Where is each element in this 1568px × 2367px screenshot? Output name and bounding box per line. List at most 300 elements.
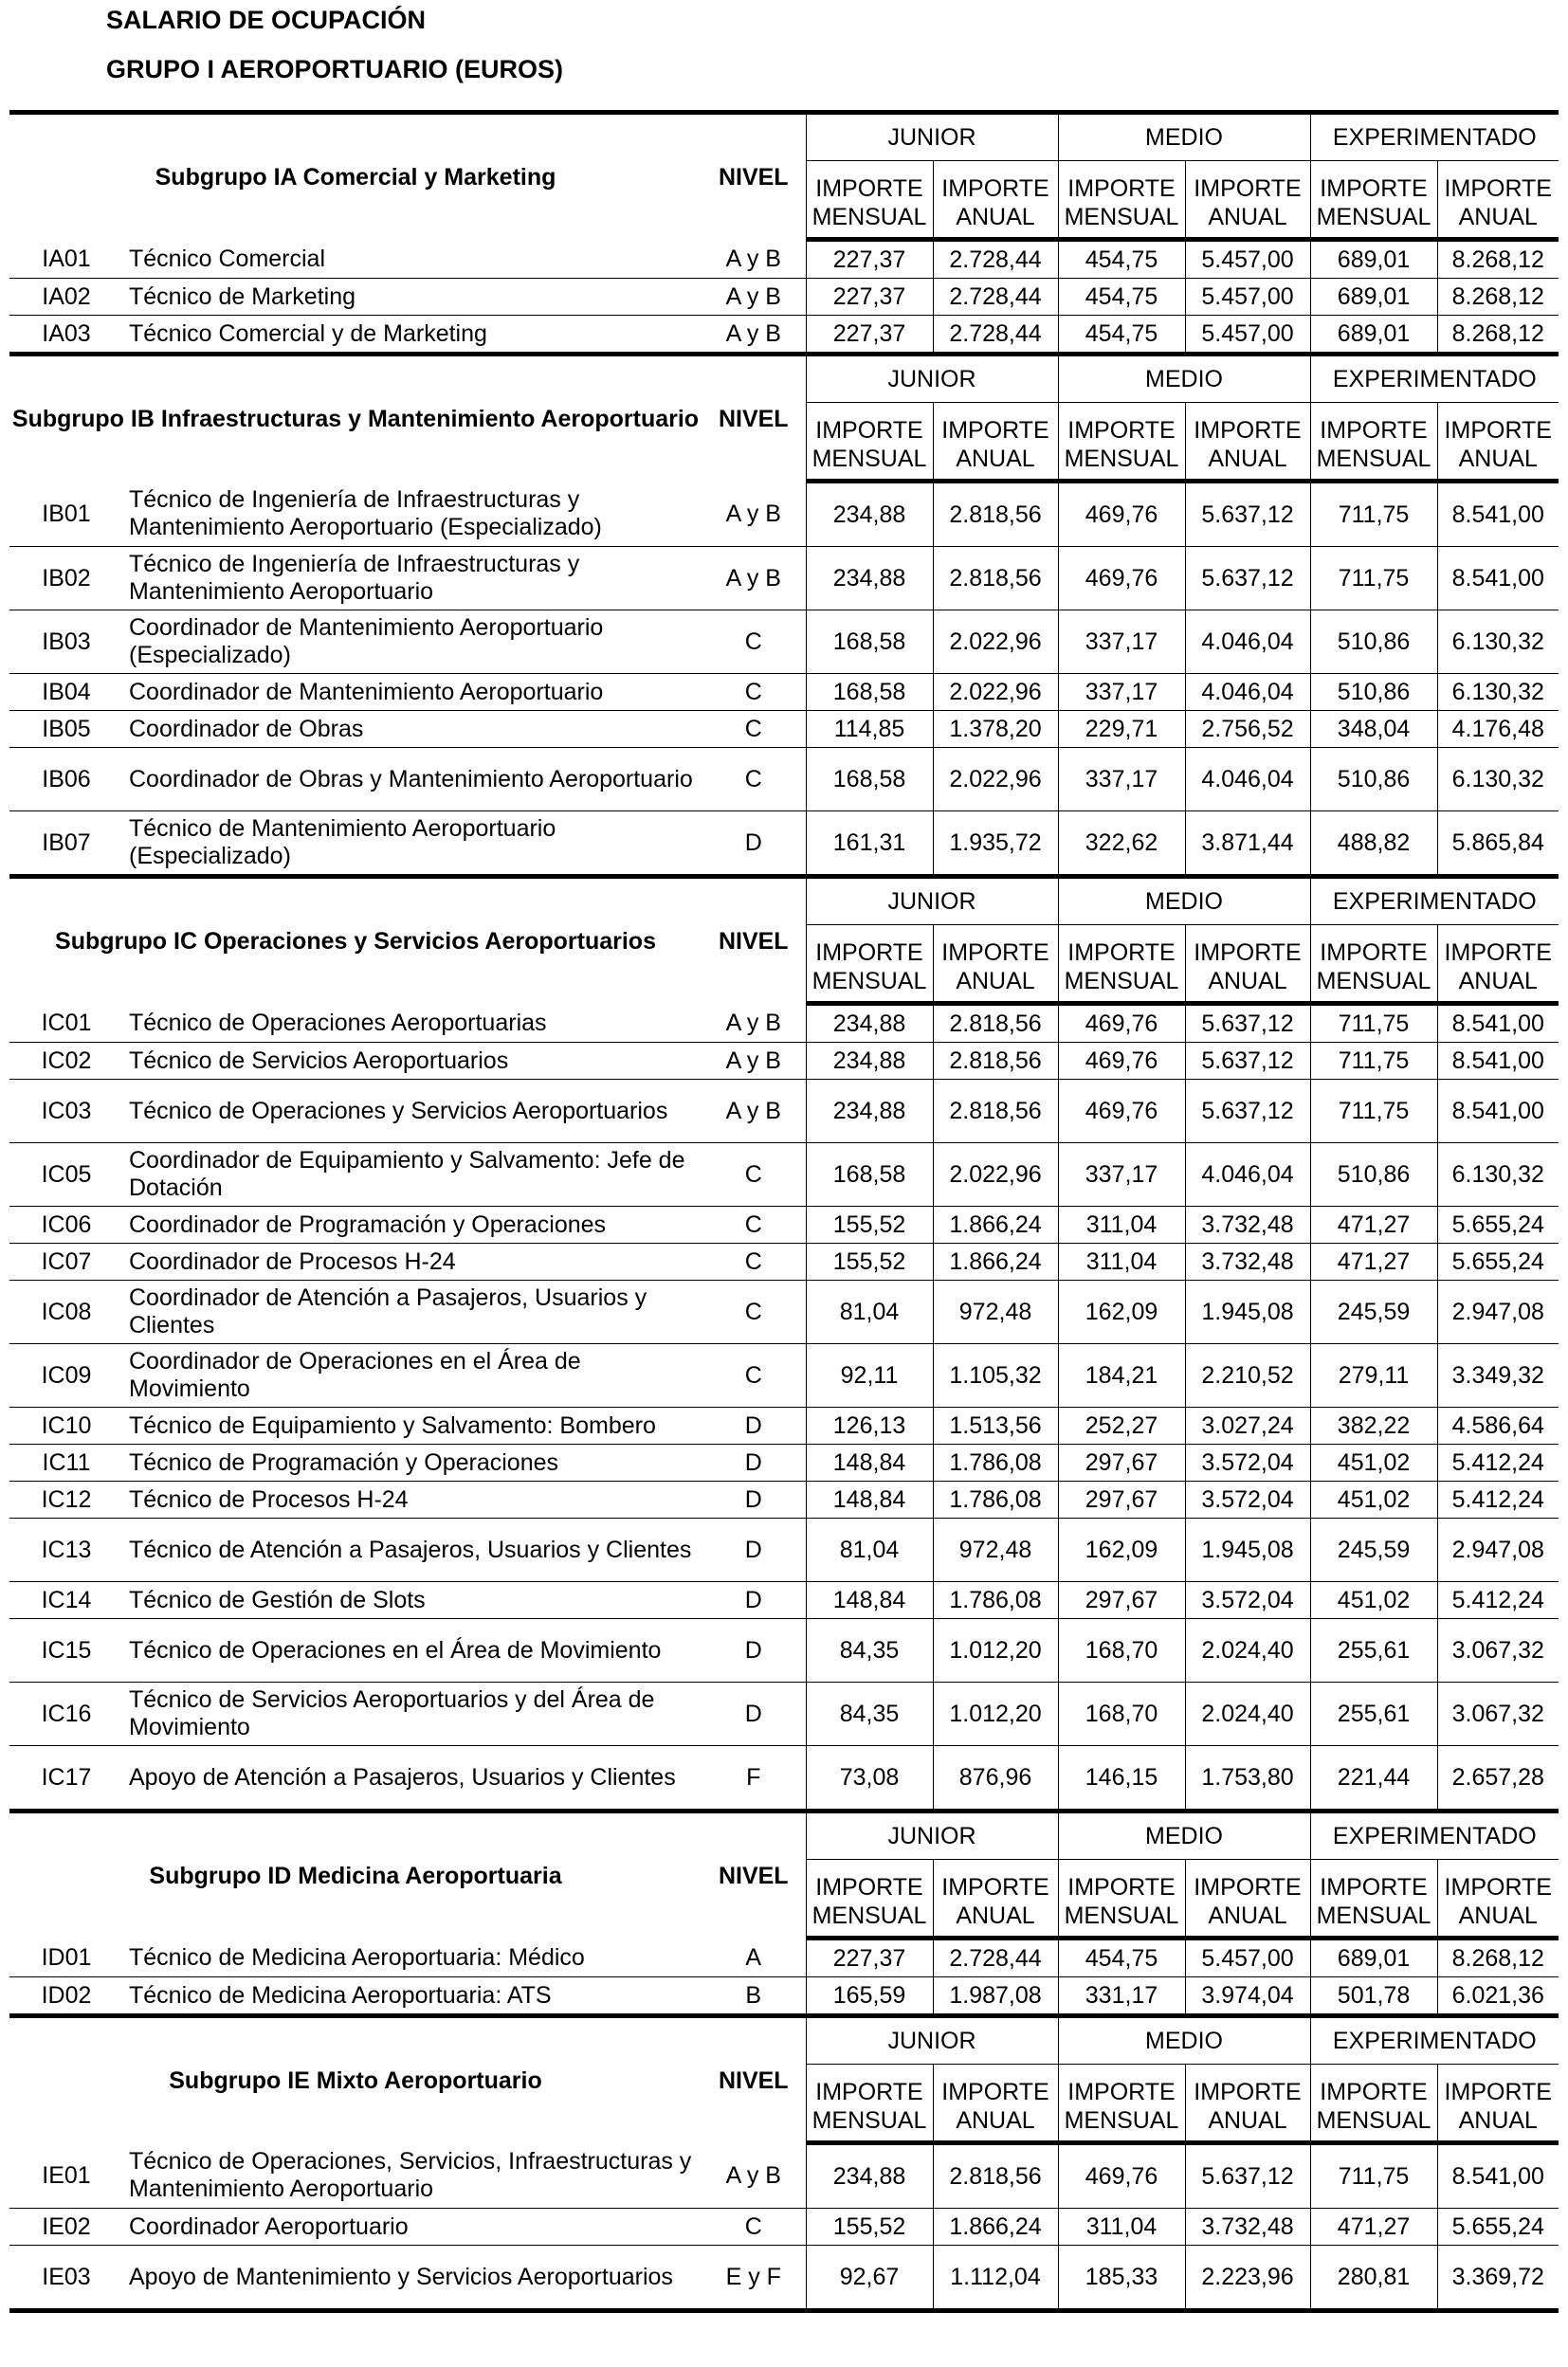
occupation-level: D	[702, 1683, 806, 1746]
occupation-name: Coordinador de Programación y Operaciones	[123, 1207, 702, 1244]
medio-mensual-value: 162,09	[1058, 1281, 1185, 1344]
occupation-name: Técnico de Gestión de Slots	[123, 1582, 702, 1619]
subgroup-title: Subgrupo IE Mixto Aeroportuario	[9, 2016, 702, 2143]
occupation-name: Técnico de Equipamiento y Salvamento: Bombero	[123, 1408, 702, 1445]
occupation-name: Técnico de Programación y Operaciones	[123, 1445, 702, 1482]
experimentado-anual-value: 4.586,64	[1437, 1408, 1559, 1445]
medio-anual-value: 5.637,12	[1185, 1004, 1310, 1043]
medio-anual-value: 3.572,04	[1185, 1482, 1310, 1519]
experimentado-header: EXPERIMENTADO	[1310, 113, 1559, 161]
experimentado-anual-value: 5.412,24	[1437, 1445, 1559, 1482]
junior-mensual-value: 227,37	[806, 279, 933, 316]
occupation-level: A y B	[702, 547, 806, 610]
experimentado-anual-value: 8.541,00	[1437, 1043, 1559, 1080]
table-row	[9, 1244, 1559, 1281]
experimentado-mensual-value: 471,27	[1310, 1207, 1437, 1244]
occupation-name: Técnico Comercial	[123, 240, 702, 279]
occupation-level: A y B	[702, 316, 806, 355]
experimentado-anual-value: 5.865,84	[1437, 811, 1559, 877]
experimentado-mensual-value: 451,02	[1310, 1582, 1437, 1619]
medio-anual-value: 3.572,04	[1185, 1445, 1310, 1482]
occupation-name: Apoyo de Mantenimiento y Servicios Aeroportuarios	[123, 2246, 702, 2311]
occupation-code: IC05	[9, 1143, 123, 1207]
medio-header: MEDIO	[1058, 355, 1310, 403]
medio-mensual-value: 469,76	[1058, 1080, 1185, 1143]
occupation-level: C	[702, 1244, 806, 1281]
junior-mensual-value: 234,88	[806, 1080, 933, 1143]
junior-anual-value: 1.112,04	[933, 2246, 1058, 2311]
experimentado-mensual-value: 711,75	[1310, 1004, 1437, 1043]
occupation-name: Técnico de Medicina Aeroportuaria: ATS	[123, 1977, 702, 2016]
table-row	[9, 1939, 1559, 1977]
medio-anual-value: 4.046,04	[1185, 674, 1310, 711]
experimentado-mensual-value: 689,01	[1310, 240, 1437, 279]
subgroup-title: Subgrupo ID Medicina Aeroportuaria	[9, 1812, 702, 1939]
importe-mensual-header: IMPORTE MENSUAL	[1058, 1860, 1185, 1939]
table-row	[9, 1619, 1559, 1683]
junior-anual-value: 2.022,96	[933, 674, 1058, 711]
junior-mensual-value: 227,37	[806, 316, 933, 355]
importe-anual-header: IMPORTE ANUAL	[1185, 925, 1310, 1004]
occupation-code: IA03	[9, 316, 123, 355]
medio-mensual-value: 469,76	[1058, 547, 1185, 610]
section-header-row	[9, 1812, 1559, 1860]
medio-mensual-value: 311,04	[1058, 1207, 1185, 1244]
occupation-name: Coordinador de Obras y Mantenimiento Aeroportuario	[123, 748, 702, 811]
importe-mensual-header: IMPORTE MENSUAL	[1310, 161, 1437, 240]
experimentado-anual-value: 4.176,48	[1437, 711, 1559, 748]
importe-mensual-header: IMPORTE MENSUAL	[1310, 1860, 1437, 1939]
table-row	[9, 811, 1559, 877]
importe-mensual-header: IMPORTE MENSUAL	[806, 403, 933, 482]
experimentado-anual-value: 8.541,00	[1437, 482, 1559, 547]
medio-mensual-value: 469,76	[1058, 2143, 1185, 2209]
experimentado-anual-value: 5.412,24	[1437, 1582, 1559, 1619]
medio-mensual-value: 469,76	[1058, 1043, 1185, 1080]
occupation-name: Técnico de Ingeniería de Infraestructuras y Mantenimiento Aeroportuario	[123, 547, 702, 610]
experimentado-mensual-value: 471,27	[1310, 2209, 1437, 2246]
medio-mensual-value: 297,67	[1058, 1445, 1185, 1482]
experimentado-anual-value: 2.947,08	[1437, 1281, 1559, 1344]
medio-anual-value: 3.027,24	[1185, 1408, 1310, 1445]
table-row	[9, 240, 1559, 279]
experimentado-mensual-value: 451,02	[1310, 1482, 1437, 1519]
medio-mensual-value: 252,27	[1058, 1408, 1185, 1445]
importe-anual-header: IMPORTE ANUAL	[1185, 1860, 1310, 1939]
occupation-name: Técnico Comercial y de Marketing	[123, 316, 702, 355]
occupation-name: Técnico de Operaciones, Servicios, Infraestructuras y Mantenimiento Aeroportuario	[123, 2143, 702, 2209]
experimentado-anual-value: 5.412,24	[1437, 1482, 1559, 1519]
medio-anual-value: 2.024,40	[1185, 1683, 1310, 1746]
junior-mensual-value: 114,85	[806, 711, 933, 748]
table-row	[9, 748, 1559, 811]
experimentado-mensual-value: 510,86	[1310, 748, 1437, 811]
table-row	[9, 1004, 1559, 1043]
occupation-level: C	[702, 1207, 806, 1244]
occupation-code: ID01	[9, 1939, 123, 1977]
junior-mensual-value: 234,88	[806, 482, 933, 547]
occupation-code: IC11	[9, 1445, 123, 1482]
nivel-header: NIVEL	[702, 2016, 806, 2143]
occupation-code: ID02	[9, 1977, 123, 2016]
occupation-code: IC16	[9, 1683, 123, 1746]
occupation-code: IB03	[9, 610, 123, 674]
medio-anual-value: 3.732,48	[1185, 1207, 1310, 1244]
junior-mensual-value: 81,04	[806, 1519, 933, 1582]
medio-mensual-value: 337,17	[1058, 610, 1185, 674]
junior-header: JUNIOR	[806, 2016, 1058, 2065]
table-row	[9, 610, 1559, 674]
experimentado-mensual-value: 510,86	[1310, 674, 1437, 711]
medio-anual-value: 3.572,04	[1185, 1582, 1310, 1619]
occupation-name: Técnico de Operaciones Aeroportuarias	[123, 1004, 702, 1043]
junior-anual-value: 1.786,08	[933, 1482, 1058, 1519]
occupation-code: IC02	[9, 1043, 123, 1080]
occupation-code: IC12	[9, 1482, 123, 1519]
experimentado-anual-value: 2.947,08	[1437, 1519, 1559, 1582]
junior-mensual-value: 234,88	[806, 1004, 933, 1043]
occupation-level: A y B	[702, 240, 806, 279]
table-row	[9, 547, 1559, 610]
medio-mensual-value: 146,15	[1058, 1746, 1185, 1812]
medio-anual-value: 4.046,04	[1185, 610, 1310, 674]
occupation-level: B	[702, 1977, 806, 2016]
experimentado-mensual-value: 245,59	[1310, 1281, 1437, 1344]
occupation-level: A y B	[702, 2143, 806, 2209]
medio-anual-value: 1.945,08	[1185, 1281, 1310, 1344]
medio-anual-value: 5.637,12	[1185, 1043, 1310, 1080]
experimentado-mensual-value: 711,75	[1310, 482, 1437, 547]
junior-mensual-value: 155,52	[806, 2209, 933, 2246]
medio-mensual-value: 469,76	[1058, 1004, 1185, 1043]
experimentado-anual-value: 8.268,12	[1437, 1939, 1559, 1977]
table-row	[9, 1043, 1559, 1080]
junior-mensual-value: 168,58	[806, 674, 933, 711]
nivel-header: NIVEL	[702, 1812, 806, 1939]
experimentado-anual-value: 6.130,32	[1437, 674, 1559, 711]
medio-mensual-value: 311,04	[1058, 1244, 1185, 1281]
junior-anual-value: 1.012,20	[933, 1619, 1058, 1683]
occupation-name: Coordinador de Equipamiento y Salvamento: Jefe de Dotación	[123, 1143, 702, 1207]
importe-mensual-header: IMPORTE MENSUAL	[806, 1860, 933, 1939]
experimentado-mensual-value: 279,11	[1310, 1344, 1437, 1408]
medio-anual-value: 1.945,08	[1185, 1519, 1310, 1582]
table-row	[9, 1582, 1559, 1619]
junior-anual-value: 2.022,96	[933, 1143, 1058, 1207]
junior-header: JUNIOR	[806, 877, 1058, 925]
occupation-code: IE03	[9, 2246, 123, 2311]
junior-anual-value: 2.728,44	[933, 1939, 1058, 1977]
junior-mensual-value: 84,35	[806, 1683, 933, 1746]
importe-anual-header: IMPORTE ANUAL	[933, 403, 1058, 482]
importe-anual-header: IMPORTE ANUAL	[933, 2065, 1058, 2143]
experimentado-mensual-value: 689,01	[1310, 1939, 1437, 1977]
importe-mensual-header: IMPORTE MENSUAL	[1058, 2065, 1185, 2143]
occupation-level: D	[702, 1408, 806, 1445]
table-row	[9, 1519, 1559, 1582]
junior-anual-value: 2.728,44	[933, 279, 1058, 316]
occupation-level: C	[702, 610, 806, 674]
medio-header: MEDIO	[1058, 2016, 1310, 2065]
occupation-code: IC09	[9, 1344, 123, 1408]
junior-anual-value: 2.818,56	[933, 1043, 1058, 1080]
medio-mensual-value: 331,17	[1058, 1977, 1185, 2016]
document-subtitle: GRUPO I AEROPORTUARIO (EUROS)	[106, 55, 564, 83]
occupation-level: D	[702, 1619, 806, 1683]
occupation-code: IC13	[9, 1519, 123, 1582]
medio-mensual-value: 168,70	[1058, 1683, 1185, 1746]
junior-header: JUNIOR	[806, 1812, 1058, 1860]
experimentado-anual-value: 6.130,32	[1437, 1143, 1559, 1207]
occupation-level: A	[702, 1939, 806, 1977]
occupation-code: IC07	[9, 1244, 123, 1281]
experimentado-mensual-value: 510,86	[1310, 1143, 1437, 1207]
experimentado-anual-value: 8.268,12	[1437, 240, 1559, 279]
experimentado-mensual-value: 711,75	[1310, 1080, 1437, 1143]
occupation-name: Técnico de Medicina Aeroportuaria: Médico	[123, 1939, 702, 1977]
occupation-name: Técnico de Atención a Pasajeros, Usuarios y Clientes	[123, 1519, 702, 1582]
occupation-code: IA02	[9, 279, 123, 316]
occupation-level: D	[702, 1445, 806, 1482]
experimentado-anual-value: 3.067,32	[1437, 1683, 1559, 1746]
nivel-header: NIVEL	[702, 877, 806, 1004]
experimentado-anual-value: 3.369,72	[1437, 2246, 1559, 2311]
occupation-name: Técnico de Ingeniería de Infraestructuras y Mantenimiento Aeroportuario (Especializado)	[123, 482, 702, 547]
experimentado-anual-value: 8.268,12	[1437, 316, 1559, 355]
importe-mensual-header: IMPORTE MENSUAL	[1310, 2065, 1437, 2143]
junior-mensual-value: 73,08	[806, 1746, 933, 1812]
junior-mensual-value: 155,52	[806, 1244, 933, 1281]
experimentado-anual-value: 8.541,00	[1437, 2143, 1559, 2209]
occupation-code: IB07	[9, 811, 123, 877]
occupation-level: E y F	[702, 2246, 806, 2311]
occupation-level: A y B	[702, 1043, 806, 1080]
occupation-level: D	[702, 1482, 806, 1519]
occupation-level: C	[702, 748, 806, 811]
medio-mensual-value: 337,17	[1058, 674, 1185, 711]
experimentado-mensual-value: 280,81	[1310, 2246, 1437, 2311]
experimentado-mensual-value: 689,01	[1310, 279, 1437, 316]
table-row	[9, 1482, 1559, 1519]
medio-header: MEDIO	[1058, 877, 1310, 925]
medio-anual-value: 5.637,12	[1185, 547, 1310, 610]
junior-anual-value: 2.818,56	[933, 482, 1058, 547]
table-row	[9, 1143, 1559, 1207]
medio-header: MEDIO	[1058, 1812, 1310, 1860]
junior-anual-value: 2.022,96	[933, 748, 1058, 811]
junior-mensual-value: 234,88	[806, 2143, 933, 2209]
experimentado-anual-value: 5.655,24	[1437, 1244, 1559, 1281]
junior-anual-value: 876,96	[933, 1746, 1058, 1812]
junior-anual-value: 1.866,24	[933, 1244, 1058, 1281]
medio-anual-value: 5.637,12	[1185, 482, 1310, 547]
medio-mensual-value: 469,76	[1058, 482, 1185, 547]
table-row	[9, 1281, 1559, 1344]
experimentado-anual-value: 2.657,28	[1437, 1746, 1559, 1812]
occupation-code: IE01	[9, 2143, 123, 2209]
importe-mensual-header: IMPORTE MENSUAL	[1058, 925, 1185, 1004]
occupation-name: Técnico de Mantenimiento Aeroportuario (Especializado)	[123, 811, 702, 877]
junior-mensual-value: 168,58	[806, 610, 933, 674]
junior-mensual-value: 84,35	[806, 1619, 933, 1683]
occupation-level: D	[702, 1582, 806, 1619]
table-row	[9, 482, 1559, 547]
junior-anual-value: 2.728,44	[933, 240, 1058, 279]
medio-anual-value: 3.732,48	[1185, 2209, 1310, 2246]
junior-mensual-value: 227,37	[806, 1939, 933, 1977]
occupation-name: Coordinador de Obras	[123, 711, 702, 748]
experimentado-mensual-value: 711,75	[1310, 2143, 1437, 2209]
medio-header: MEDIO	[1058, 113, 1310, 161]
occupation-level: F	[702, 1746, 806, 1812]
medio-anual-value: 5.637,12	[1185, 2143, 1310, 2209]
table-row	[9, 674, 1559, 711]
junior-mensual-value: 81,04	[806, 1281, 933, 1344]
table-row	[9, 1080, 1559, 1143]
junior-anual-value: 1.866,24	[933, 1207, 1058, 1244]
occupation-name: Coordinador de Mantenimiento Aeroportuario (Especializado)	[123, 610, 702, 674]
importe-anual-header: IMPORTE ANUAL	[1185, 403, 1310, 482]
occupation-code: IB02	[9, 547, 123, 610]
junior-mensual-value: 148,84	[806, 1582, 933, 1619]
junior-anual-value: 972,48	[933, 1519, 1058, 1582]
medio-anual-value: 3.732,48	[1185, 1244, 1310, 1281]
salary-table	[9, 110, 1559, 2313]
medio-mensual-value: 454,75	[1058, 240, 1185, 279]
occupation-level: D	[702, 811, 806, 877]
occupation-code: IC15	[9, 1619, 123, 1683]
occupation-name: Coordinador de Operaciones en el Área de Movimiento	[123, 1344, 702, 1408]
importe-mensual-header: IMPORTE MENSUAL	[1058, 161, 1185, 240]
occupation-name: Coordinador de Atención a Pasajeros, Usuarios y Clientes	[123, 1281, 702, 1344]
junior-anual-value: 972,48	[933, 1281, 1058, 1344]
experimentado-mensual-value: 451,02	[1310, 1445, 1437, 1482]
experimentado-mensual-value: 382,22	[1310, 1408, 1437, 1445]
experimentado-mensual-value: 348,04	[1310, 711, 1437, 748]
occupation-name: Técnico de Procesos H-24	[123, 1482, 702, 1519]
importe-anual-header: IMPORTE ANUAL	[1437, 2065, 1559, 2143]
medio-anual-value: 4.046,04	[1185, 748, 1310, 811]
junior-mensual-value: 148,84	[806, 1482, 933, 1519]
medio-mensual-value: 229,71	[1058, 711, 1185, 748]
occupation-code: IB05	[9, 711, 123, 748]
subgroup-title: Subgrupo IC Operaciones y Servicios Aeroportuarios	[9, 877, 702, 1004]
occupation-code: IA01	[9, 240, 123, 279]
junior-anual-value: 2.818,56	[933, 547, 1058, 610]
importe-anual-header: IMPORTE ANUAL	[1437, 161, 1559, 240]
medio-mensual-value: 322,62	[1058, 811, 1185, 877]
junior-mensual-value: 92,67	[806, 2246, 933, 2311]
experimentado-mensual-value: 501,78	[1310, 1977, 1437, 2016]
experimentado-mensual-value: 221,44	[1310, 1746, 1437, 1812]
medio-anual-value: 5.637,12	[1185, 1080, 1310, 1143]
medio-anual-value: 5.457,00	[1185, 240, 1310, 279]
subgroup-title: Subgrupo IA Comercial y Marketing	[9, 113, 702, 240]
occupation-code: IC06	[9, 1207, 123, 1244]
experimentado-anual-value: 3.349,32	[1437, 1344, 1559, 1408]
junior-mensual-value: 148,84	[806, 1445, 933, 1482]
medio-anual-value: 1.753,80	[1185, 1746, 1310, 1812]
medio-anual-value: 2.210,52	[1185, 1344, 1310, 1408]
table-row	[9, 1344, 1559, 1408]
importe-anual-header: IMPORTE ANUAL	[1437, 403, 1559, 482]
experimentado-mensual-value: 255,61	[1310, 1619, 1437, 1683]
table-row	[9, 1746, 1559, 1812]
occupation-level: A y B	[702, 482, 806, 547]
experimentado-anual-value: 5.655,24	[1437, 1207, 1559, 1244]
medio-anual-value: 2.223,96	[1185, 2246, 1310, 2311]
medio-mensual-value: 168,70	[1058, 1619, 1185, 1683]
occupation-code: IB01	[9, 482, 123, 547]
junior-mensual-value: 234,88	[806, 1043, 933, 1080]
junior-mensual-value: 227,37	[806, 240, 933, 279]
importe-anual-header: IMPORTE ANUAL	[933, 1860, 1058, 1939]
experimentado-anual-value: 8.541,00	[1437, 1080, 1559, 1143]
experimentado-header: EXPERIMENTADO	[1310, 877, 1559, 925]
occupation-code: IC01	[9, 1004, 123, 1043]
table-row	[9, 1408, 1559, 1445]
occupation-code: IC08	[9, 1281, 123, 1344]
occupation-name: Coordinador Aeroportuario	[123, 2209, 702, 2246]
section-header-row	[9, 113, 1559, 161]
table-row	[9, 316, 1559, 355]
table-row	[9, 279, 1559, 316]
medio-mensual-value: 184,21	[1058, 1344, 1185, 1408]
experimentado-mensual-value: 245,59	[1310, 1519, 1437, 1582]
medio-mensual-value: 162,09	[1058, 1519, 1185, 1582]
experimentado-anual-value: 8.268,12	[1437, 279, 1559, 316]
junior-mensual-value: 165,59	[806, 1977, 933, 2016]
occupation-name: Técnico de Operaciones en el Área de Movimiento	[123, 1619, 702, 1683]
experimentado-anual-value: 6.130,32	[1437, 610, 1559, 674]
junior-anual-value: 1.786,08	[933, 1582, 1058, 1619]
experimentado-mensual-value: 689,01	[1310, 316, 1437, 355]
medio-anual-value: 2.024,40	[1185, 1619, 1310, 1683]
junior-anual-value: 1.513,56	[933, 1408, 1058, 1445]
junior-mensual-value: 126,13	[806, 1408, 933, 1445]
experimentado-anual-value: 6.021,36	[1437, 1977, 1559, 2016]
experimentado-anual-value: 6.130,32	[1437, 748, 1559, 811]
occupation-name: Técnico de Operaciones y Servicios Aeroportuarios	[123, 1080, 702, 1143]
occupation-level: A y B	[702, 1080, 806, 1143]
table-row	[9, 2209, 1559, 2246]
occupation-level: C	[702, 674, 806, 711]
section-header-row	[9, 877, 1559, 925]
experimentado-anual-value: 5.655,24	[1437, 2209, 1559, 2246]
experimentado-anual-value: 3.067,32	[1437, 1619, 1559, 1683]
occupation-name: Coordinador de Mantenimiento Aeroportuario	[123, 674, 702, 711]
occupation-level: C	[702, 1143, 806, 1207]
junior-mensual-value: 161,31	[806, 811, 933, 877]
experimentado-mensual-value: 510,86	[1310, 610, 1437, 674]
medio-mensual-value: 185,33	[1058, 2246, 1185, 2311]
medio-anual-value: 5.457,00	[1185, 1939, 1310, 1977]
table-row	[9, 1207, 1559, 1244]
importe-mensual-header: IMPORTE MENSUAL	[1310, 925, 1437, 1004]
importe-mensual-header: IMPORTE MENSUAL	[1058, 403, 1185, 482]
junior-anual-value: 1.105,32	[933, 1344, 1058, 1408]
junior-anual-value: 2.022,96	[933, 610, 1058, 674]
occupation-level: A y B	[702, 1004, 806, 1043]
table-row	[9, 1683, 1559, 1746]
junior-anual-value: 2.818,56	[933, 2143, 1058, 2209]
medio-mensual-value: 297,67	[1058, 1482, 1185, 1519]
importe-mensual-header: IMPORTE MENSUAL	[806, 925, 933, 1004]
junior-anual-value: 1.378,20	[933, 711, 1058, 748]
junior-anual-value: 2.818,56	[933, 1080, 1058, 1143]
importe-anual-header: IMPORTE ANUAL	[1437, 925, 1559, 1004]
importe-mensual-header: IMPORTE MENSUAL	[1310, 403, 1437, 482]
